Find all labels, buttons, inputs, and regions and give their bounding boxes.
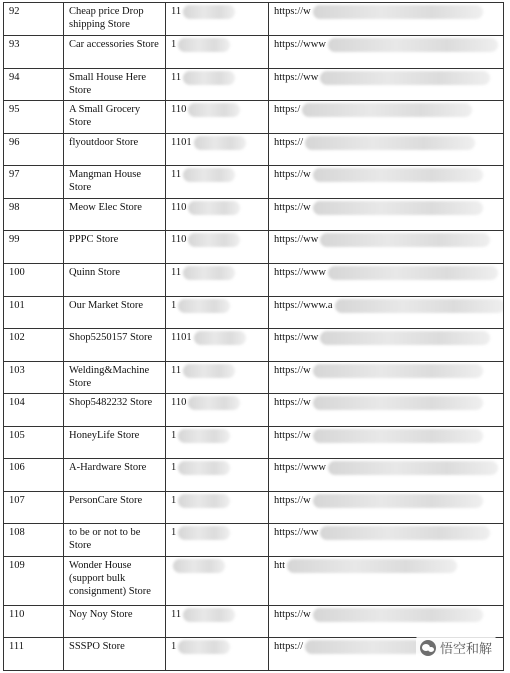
store-name-cell	[64, 362, 166, 394]
store-name: flyoutdoor Store	[69, 137, 139, 148]
store-id-visible: 1101	[171, 137, 192, 148]
store-id-cell	[166, 199, 269, 231]
row-number-cell	[4, 638, 64, 671]
row-number: 103	[9, 365, 25, 376]
store-id-cell	[166, 362, 269, 394]
store-name-cell	[64, 36, 166, 69]
store-url-visible: https://w	[274, 430, 311, 441]
row-number-cell	[4, 427, 64, 459]
store-name-cell	[64, 459, 166, 492]
redaction-blur	[313, 5, 483, 19]
table-row	[4, 459, 504, 492]
row-number: 109	[9, 560, 25, 571]
redaction-blur	[287, 559, 457, 573]
store-id-cell	[166, 427, 269, 459]
row-number: 100	[9, 267, 25, 278]
store-url-visible: https://ww	[274, 234, 319, 245]
store-url-cell	[269, 329, 504, 362]
store-url-visible: https://www	[274, 462, 326, 473]
redaction-blur	[188, 201, 240, 215]
store-url-cell	[269, 557, 504, 606]
table-row	[4, 524, 504, 557]
store-url-visible: https://w	[274, 495, 311, 506]
store-name-cell	[64, 606, 166, 638]
redaction-blur	[313, 608, 483, 622]
row-number-cell	[4, 101, 64, 134]
redaction-blur	[183, 266, 235, 280]
store-url-visible: https://w	[274, 6, 311, 17]
redaction-blur	[302, 103, 472, 117]
store-id-cell	[166, 606, 269, 638]
row-number-cell	[4, 231, 64, 264]
store-url-cell	[269, 264, 504, 297]
row-number: 108	[9, 527, 25, 538]
redaction-blur	[320, 526, 490, 540]
store-url-visible: https://w	[274, 609, 311, 620]
store-name: A-Hardware Store	[69, 462, 147, 473]
store-name-cell	[64, 199, 166, 231]
redaction-blur	[320, 233, 490, 247]
store-table	[3, 2, 504, 671]
row-number: 110	[9, 609, 25, 620]
store-name: Noy Noy Store	[69, 609, 133, 620]
store-id-visible: 1	[171, 39, 177, 50]
store-name: HoneyLife Store	[69, 430, 140, 441]
store-url-cell	[269, 69, 504, 101]
store-url-cell	[269, 524, 504, 557]
redaction-blur	[188, 396, 240, 410]
store-id-cell	[166, 69, 269, 101]
store-url-visible: https://	[274, 137, 304, 148]
redaction-blur	[328, 38, 498, 52]
store-url-cell	[269, 492, 504, 524]
redaction-blur	[320, 331, 490, 345]
store-table-body	[4, 3, 504, 671]
store-id-cell	[166, 524, 269, 557]
row-number-cell	[4, 362, 64, 394]
store-name-cell	[64, 166, 166, 199]
row-number: 97	[9, 169, 20, 180]
store-url-cell	[269, 134, 504, 166]
row-number-cell	[4, 297, 64, 329]
row-number: 104	[9, 397, 25, 408]
row-number: 105	[9, 430, 25, 441]
redaction-blur	[178, 494, 230, 508]
store-url-visible: https://w	[274, 397, 311, 408]
redaction-blur	[194, 136, 246, 150]
store-id-cell	[166, 166, 269, 199]
store-id-cell	[166, 264, 269, 297]
store-name-cell	[64, 394, 166, 427]
redaction-blur	[313, 364, 483, 378]
store-name: to be or not to be Store	[69, 527, 141, 551]
redaction-blur	[183, 608, 235, 622]
store-name: Shop5250157 Store	[69, 332, 153, 343]
row-number: 107	[9, 495, 25, 506]
store-name-cell	[64, 101, 166, 134]
store-name-cell	[64, 134, 166, 166]
store-id-cell	[166, 297, 269, 329]
row-number-cell	[4, 524, 64, 557]
row-number: 96	[9, 137, 20, 148]
store-url-visible: https://ww	[274, 72, 319, 83]
store-id-visible: 1101	[171, 332, 192, 343]
row-number: 111	[9, 641, 24, 652]
store-url-visible: https://ww	[274, 332, 319, 343]
store-url-cell	[269, 297, 504, 329]
store-url-cell	[269, 362, 504, 394]
redaction-blur	[313, 201, 483, 215]
redaction-blur	[178, 429, 230, 443]
row-number: 95	[9, 104, 20, 115]
store-url-cell	[269, 231, 504, 264]
redaction-blur	[183, 71, 235, 85]
store-id-cell	[166, 134, 269, 166]
redaction-blur	[183, 5, 235, 19]
redaction-blur	[313, 396, 483, 410]
redaction-blur	[188, 103, 240, 117]
table-row	[4, 264, 504, 297]
store-name: PersonCare Store	[69, 495, 143, 506]
table-row	[4, 231, 504, 264]
store-id-cell	[166, 3, 269, 36]
store-name: Small House Here Store	[69, 72, 146, 96]
row-number-cell	[4, 36, 64, 69]
store-name: A Small Grocery Store	[69, 104, 141, 128]
store-url-visible: https://w	[274, 202, 311, 213]
store-id-visible: 110	[171, 397, 187, 408]
redaction-blur	[178, 38, 230, 52]
store-id-cell	[166, 492, 269, 524]
store-id-visible: 1	[171, 300, 177, 311]
store-url-cell	[269, 606, 504, 638]
store-id-visible: 1	[171, 641, 177, 652]
store-name: Car accessories Store	[69, 39, 159, 50]
row-number: 99	[9, 234, 20, 245]
store-name-cell	[64, 297, 166, 329]
table-row	[4, 297, 504, 329]
store-name: SSSPO Store	[69, 641, 125, 652]
store-id-cell	[166, 394, 269, 427]
store-id-cell	[166, 638, 269, 671]
row-number-cell	[4, 199, 64, 231]
row-number: 93	[9, 39, 20, 50]
row-number-cell	[4, 264, 64, 297]
row-number-cell	[4, 69, 64, 101]
redaction-blur	[183, 168, 235, 182]
table-row	[4, 394, 504, 427]
row-number: 106	[9, 462, 25, 473]
watermark-text: 悟空和解	[439, 642, 492, 657]
row-number: 94	[9, 72, 20, 83]
row-number-cell	[4, 166, 64, 199]
store-id-visible: 1	[171, 430, 177, 441]
redaction-blur	[313, 494, 483, 508]
redaction-blur	[328, 266, 498, 280]
store-id-visible: 110	[171, 202, 187, 213]
store-url-cell	[269, 394, 504, 427]
row-number: 98	[9, 202, 20, 213]
table-row	[4, 3, 504, 36]
table-row	[4, 166, 504, 199]
row-number-cell	[4, 459, 64, 492]
row-number-cell	[4, 3, 64, 36]
store-id-cell	[166, 459, 269, 492]
store-id-visible: 1	[171, 527, 177, 538]
store-id-visible: 110	[171, 234, 187, 245]
row-number-cell	[4, 606, 64, 638]
store-name-cell	[64, 231, 166, 264]
redaction-blur	[178, 640, 230, 654]
store-name-cell	[64, 638, 166, 671]
table-row	[4, 362, 504, 394]
store-url-visible: htt	[274, 560, 286, 571]
store-url-cell	[269, 199, 504, 231]
store-name-cell	[64, 524, 166, 557]
store-id-cell	[166, 36, 269, 69]
redaction-blur	[178, 299, 230, 313]
row-number-cell	[4, 329, 64, 362]
store-name: Mangman House Store	[69, 169, 142, 193]
store-url-cell	[269, 101, 504, 134]
store-url-cell	[269, 459, 504, 492]
store-url-visible: https://www.a	[274, 300, 333, 311]
table-row	[4, 36, 504, 69]
store-name-cell	[64, 492, 166, 524]
redaction-blur	[173, 559, 225, 573]
wechat-icon	[420, 640, 436, 656]
redaction-blur	[335, 299, 504, 313]
row-number-cell	[4, 557, 64, 606]
store-id-visible: 11	[171, 267, 182, 278]
table-row	[4, 69, 504, 101]
store-name: Shop5482232 Store	[69, 397, 153, 408]
store-name-cell	[64, 427, 166, 459]
store-id-visible: 11	[171, 365, 182, 376]
store-url-cell	[269, 166, 504, 199]
redaction-blur	[183, 364, 235, 378]
redaction-blur	[305, 136, 475, 150]
store-name: Wonder House (support bulk consignment) Store	[69, 560, 151, 597]
row-number: 92	[9, 6, 20, 17]
row-number: 102	[9, 332, 25, 343]
store-id-cell	[166, 557, 269, 606]
store-id-cell	[166, 101, 269, 134]
store-url-visible: https:/	[274, 104, 301, 115]
table-row	[4, 492, 504, 524]
table-row	[4, 329, 504, 362]
store-name-cell	[64, 329, 166, 362]
redaction-blur	[194, 331, 246, 345]
store-url-visible: https://w	[274, 169, 311, 180]
table-row	[4, 101, 504, 134]
row-number-cell	[4, 394, 64, 427]
table-row	[4, 606, 504, 638]
store-id-visible: 11	[171, 72, 182, 83]
redaction-blur	[320, 71, 490, 85]
store-url-cell	[269, 3, 504, 36]
store-name-cell	[64, 69, 166, 101]
store-id-visible: 11	[171, 169, 182, 180]
store-name-cell	[64, 3, 166, 36]
table-row	[4, 557, 504, 606]
store-name-cell	[64, 264, 166, 297]
redaction-blur	[188, 233, 240, 247]
store-url-visible: https://ww	[274, 527, 319, 538]
row-number-cell	[4, 492, 64, 524]
store-id-visible: 11	[171, 6, 182, 17]
store-url-visible: https://www	[274, 267, 326, 278]
store-id-cell	[166, 329, 269, 362]
store-id-cell	[166, 231, 269, 264]
redaction-blur	[328, 461, 498, 475]
watermark	[416, 636, 496, 659]
table-row	[4, 134, 504, 166]
table-row	[4, 427, 504, 459]
store-name: Welding&Machine Store	[69, 365, 150, 389]
store-name: Our Market Store	[69, 300, 144, 311]
store-url-visible: https://www	[274, 39, 326, 50]
store-id-visible: 1	[171, 462, 177, 473]
redaction-blur	[313, 429, 483, 443]
store-url-visible: https://w	[274, 365, 311, 376]
store-id-visible: 1	[171, 495, 177, 506]
row-number: 101	[9, 300, 25, 311]
store-name: Quinn Store	[69, 267, 121, 278]
redaction-blur	[313, 168, 483, 182]
store-id-visible: 11	[171, 609, 182, 620]
store-name-cell	[64, 557, 166, 606]
store-id-visible: 110	[171, 104, 187, 115]
store-url-cell	[269, 427, 504, 459]
store-name: PPPC Store	[69, 234, 119, 245]
row-number-cell	[4, 134, 64, 166]
redaction-blur	[178, 461, 230, 475]
redaction-blur	[178, 526, 230, 540]
table-row	[4, 199, 504, 231]
store-name: Cheap price Drop shipping Store	[69, 6, 144, 30]
store-url-cell	[269, 36, 504, 69]
store-url-visible: https://	[274, 641, 304, 652]
store-name: Meow Elec Store	[69, 202, 142, 213]
